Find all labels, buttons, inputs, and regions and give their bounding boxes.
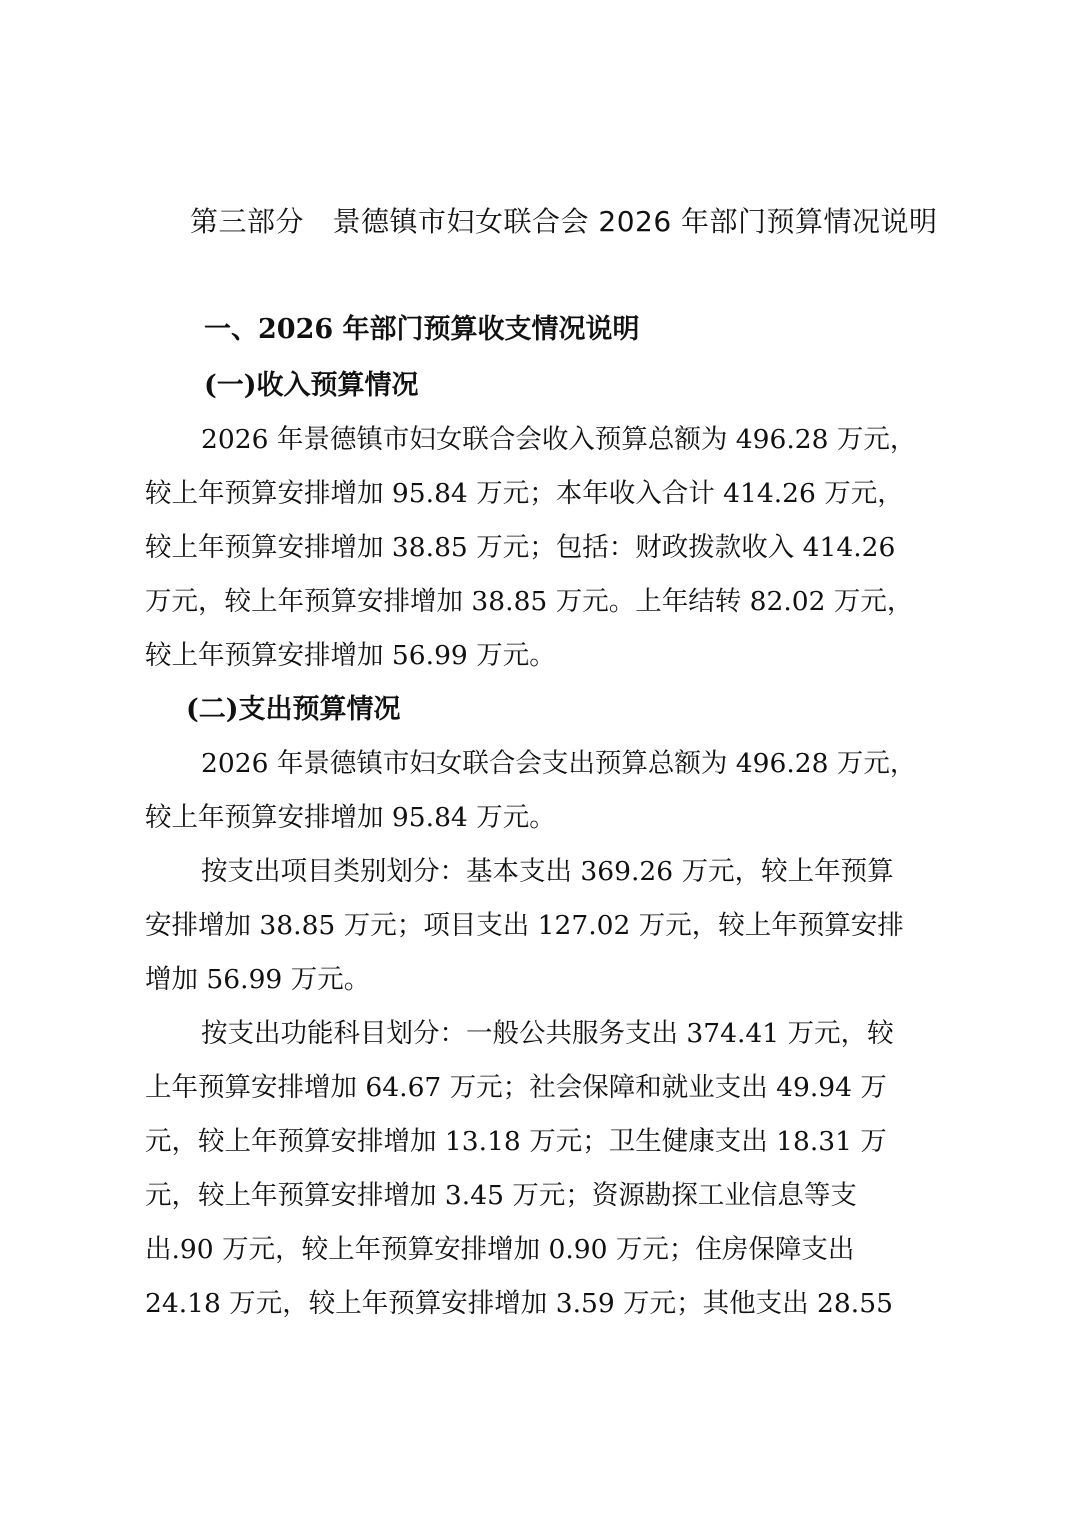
document-title: 第三部分 景德镇市妇女联合会 2026 年部门预算情况说明: [190, 205, 938, 238]
text-line: 24.18 万元，较上年预算安排增加 3.59 万元；其他支出 28.55: [145, 1288, 893, 1319]
section-heading-1: 一、2026 年部门预算收支情况说明: [204, 314, 640, 345]
text-line: 按支出项目类别划分：基本支出 369.26 万元，较上年预算: [201, 856, 894, 887]
text-line: 较上年预算安排增加 95.84 万元；本年收入合计 414.26 万元，: [145, 478, 904, 509]
text-line: 较上年预算安排增加 38.85 万元；包括：财政拨款收入 414.26: [145, 532, 896, 563]
text-line: 增加 56.99 万元。: [145, 964, 371, 995]
text-line: 出.90 万元，较上年预算安排增加 0.90 万元；住房保障支出: [145, 1234, 855, 1265]
subheading-income: (一)收入预算情况: [204, 370, 419, 401]
income-paragraph: [145, 413, 931, 683]
subheading-expenditure: (二)支出预算情况: [186, 694, 401, 725]
text-line: 元，较上年预算安排增加 13.18 万元；卫生健康支出 18.31 万: [145, 1126, 887, 1157]
expenditure-paragraph-by-function: [145, 1007, 931, 1331]
text-line: 元，较上年预算安排增加 3.45 万元；资源勘探工业信息等支: [145, 1180, 857, 1211]
text-line: 按支出功能科目划分：一般公共服务支出 374.41 万元，较: [201, 1018, 894, 1049]
expenditure-paragraph-total: [145, 737, 931, 845]
text-line: 较上年预算安排增加 95.84 万元。: [145, 802, 556, 833]
text-line: 2026 年景德镇市妇女联合会收入预算总额为 496.28 万元，: [201, 424, 917, 455]
expenditure-paragraph-by-category: [145, 845, 931, 1007]
text-line: 较上年预算安排增加 56.99 万元。: [145, 640, 556, 671]
text-line: 万元，较上年预算安排增加 38.85 万元。上年结转 82.02 万元，: [145, 586, 914, 617]
text-line: 2026 年景德镇市妇女联合会支出预算总额为 496.28 万元，: [201, 748, 917, 779]
text-line: 上年预算安排增加 64.67 万元；社会保障和就业支出 49.94 万: [145, 1072, 887, 1103]
text-line: 安排增加 38.85 万元；项目支出 127.02 万元，较上年预算安排: [145, 910, 904, 941]
